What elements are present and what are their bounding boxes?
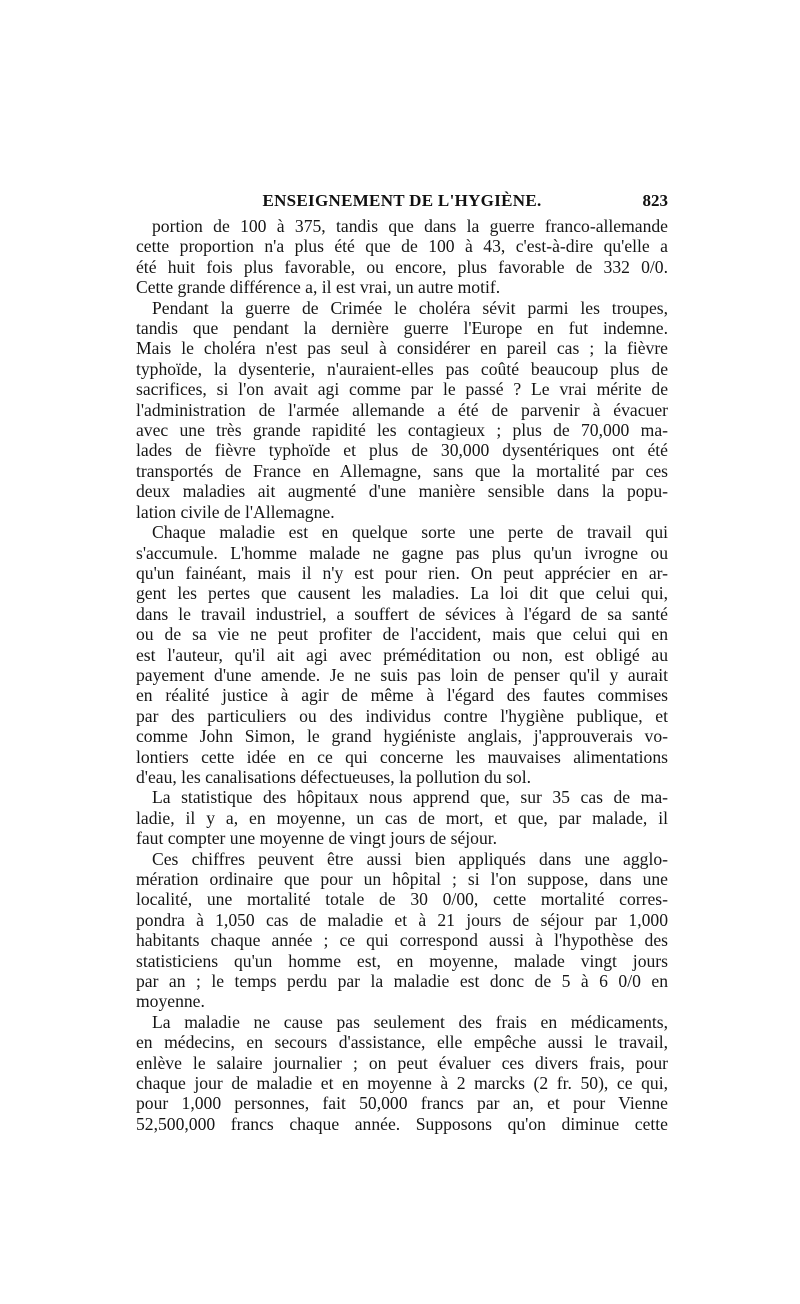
text-line: 52,500,000 francs chaque année. Supposons qu'on diminue cette xyxy=(136,1113,668,1134)
text-line: par an ; le temps perdu par la maladie est donc de 5 à 6 0/0 en xyxy=(136,971,668,992)
text-line: typhoïde, la dysenterie, n'auraient-elles pas coûté beaucoup plus de xyxy=(136,358,668,379)
text-line: statisticiens qu'un homme est, en moyenne, malade vingt jours xyxy=(136,950,668,971)
running-title: ENSEIGNEMENT DE L'HYGIÈNE. xyxy=(262,191,542,210)
text-line: sacrifices, si l'on avait agi comme par le passé ? Le vrai mérite de xyxy=(136,379,668,400)
text-line: lontiers cette idée en ce qui concerne les mauvaises alimentations xyxy=(136,746,668,767)
text-line: portion de 100 à 375, tandis que dans la guerre franco-allemande xyxy=(152,216,668,236)
text-line: Chaque maladie est en quelque sorte une perte de travail qui xyxy=(152,522,668,543)
paragraph xyxy=(136,216,668,298)
text-line: Mais le choléra n'est pas seul à considérer en pareil cas ; la fièvre xyxy=(136,338,668,359)
text-line: l'administration de l'armée allemande a été de parvenir à évacuer xyxy=(136,399,668,420)
text-line: chaque jour de maladie et en moyenne à 2 marcks (2 fr. 50), ce qui, xyxy=(136,1073,668,1094)
text-line: La maladie ne cause pas seulement des frais en médicaments, xyxy=(152,1011,668,1032)
text-line: habitants chaque année ; ce qui correspond aussi à l'hypothèse des xyxy=(136,930,668,951)
paragraph xyxy=(136,849,668,1012)
text-line: dans le travail industriel, a souffert de sévices à l'égard de sa santé xyxy=(136,603,668,624)
paragraph xyxy=(136,787,668,848)
text-line: moyenne. xyxy=(136,991,205,1012)
text-line: comme John Simon, le grand hygiéniste anglais, j'approuverais vo- xyxy=(136,726,668,747)
text-line: transportés de France en Allemagne, sans que la mortalité par ces xyxy=(136,460,668,481)
page-number: 823 xyxy=(642,191,668,210)
text-line: Ces chiffres peuvent être aussi bien appliqués dans une agglo- xyxy=(152,848,668,869)
text-line: qu'un fainéant, mais il n'y est pour rien. On peut apprécier en ar- xyxy=(136,562,668,583)
text-line: ou de sa vie ne peut profiter de l'accident, mais que celui qui en xyxy=(136,624,668,645)
text-line: avec une très grande rapidité les contagieux ; plus de 70,000 ma- xyxy=(136,420,668,441)
text-line: deux maladies ait augmenté d'une manière sensible dans la popu- xyxy=(136,481,668,502)
text-line: mération ordinaire que pour un hôpital ; si l'on suppose, dans une xyxy=(136,869,668,889)
text-line: enlève le salaire journalier ; on peut évaluer ces divers frais, pour xyxy=(136,1052,668,1073)
text-line: gent les pertes que causent les maladies. La loi dit que celui qui, xyxy=(136,583,668,604)
text-line: payement d'une amende. Je ne suis pas loin de penser qu'il y aurait xyxy=(136,664,668,685)
text-line: Cette grande différence a, il est vrai, un autre motif. xyxy=(136,277,501,298)
paragraph xyxy=(136,1012,668,1134)
paragraph xyxy=(136,522,668,787)
text-line: lades de fièvre typhoïde et plus de 30,000 dysentériques ont été xyxy=(136,440,668,461)
text-line: par des particuliers ou des individus contre l'hygiène publique, et xyxy=(136,705,668,726)
paragraph xyxy=(136,298,668,522)
text-line: en médecins, en secours d'assistance, elle empêche aussi le travail, xyxy=(136,1032,668,1053)
text-line: pour 1,000 personnes, fait 50,000 francs par an, et pour Vienne xyxy=(136,1093,668,1114)
text-line: d'eau, les canalisations défectueuses, la pollution du sol. xyxy=(136,766,532,787)
text-line: pondra à 1,050 cas de maladie et à 21 jours de séjour par 1,000 xyxy=(136,909,668,930)
page-header xyxy=(136,191,668,213)
text-line: La statistique des hôpitaux nous apprend que, sur 35 cas de ma- xyxy=(152,787,668,808)
text-line: tandis que pendant la dernière guerre l'Europe en fut indemne. xyxy=(136,318,668,339)
text-line: localité, une mortalité totale de 30 0/00, cette mortalité corres- xyxy=(136,889,668,910)
text-line: faut compter une moyenne de vingt jours de séjour. xyxy=(136,828,498,849)
text-line: été huit fois plus favorable, ou encore, plus favorable de 332 0/0. xyxy=(136,256,668,277)
text-line: en réalité justice à agir de même à l'égard des fautes commises xyxy=(136,685,668,706)
text-line: lation civile de l'Allemagne. xyxy=(136,501,335,522)
text-line: Pendant la guerre de Crimée le choléra sévit parmi les troupes, xyxy=(152,297,668,318)
body-text xyxy=(136,216,668,1134)
text-line: s'accumule. L'homme malade ne gagne pas plus qu'un ivrogne ou xyxy=(136,542,668,563)
text-line: ladie, il y a, en moyenne, un cas de mort, et que, par malade, il xyxy=(136,807,668,828)
text-line: est l'auteur, qu'il ait agi avec préméditation ou non, est obligé au xyxy=(136,644,668,665)
text-line: cette proportion n'a plus été que de 100 à 43, c'est-à-dire qu'elle a xyxy=(136,236,668,257)
